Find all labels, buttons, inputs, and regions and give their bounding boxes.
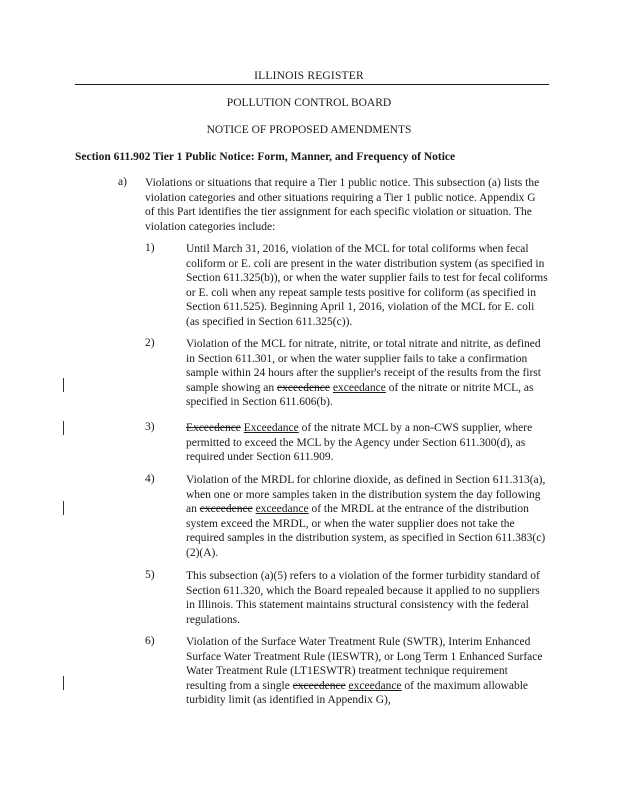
- item-6-text-before: Violation of the Surface Water Treatment Rule (SWTR), Interim Enhanced Surface Water Treatment Rule (IESWTR), or Long Term 1 Enhanced Surface Water Treatment Rule (LT1ESWTR) treatment technique requirement resulting from a single: [186, 636, 543, 692]
- change-bar: [63, 501, 64, 515]
- change-bar: [63, 378, 64, 392]
- item-3-label: 3): [145, 421, 155, 433]
- item-1-text: Until March 31, 2016, violation of the MCL for total coliforms when fecal coliform or E. coli are present in the water distribution system (as specified in Section 611.325(b)), or when the water supplier fails to test for fecal coliforms or E. coli when any repeat sample tests positive for coliform (as specified in Section 611.525). Beginning April 1, 2016, violation of the MCL for E. coli (as specified in Section 611.325(c)).: [186, 243, 548, 328]
- item-2-text: [186, 337, 548, 410]
- agency-name: POLLUTION CONTROL BOARD: [226, 97, 392, 109]
- item-2-deleted-word: exceedence: [277, 381, 331, 394]
- item-5-text: This subsection (a)(5) refers to a violation of the former turbidity standard of Section 611.320, which the Board repealed because it applied to no suppliers in Illinois. This statement maintains structural consistency with the federal regulations.: [186, 570, 540, 626]
- item-2-text-before: Violation of the MCL for nitrate, nitrite, or total nitrate and nitrite, as defined in Section 611.301, or when the water supplier fails to take a confirmation sample within 24 hours after the supplier's receipt of the results from the first sample showing an: [186, 338, 541, 394]
- item-6-deleted-word: exceedence: [292, 679, 346, 692]
- item-6-text: [186, 635, 548, 708]
- section-heading: Section 611.902 Tier 1 Public Notice: Form, Manner, and Frequency of Notice: [75, 151, 456, 163]
- change-bar: [63, 676, 64, 690]
- item-4-text: [186, 473, 548, 560]
- register-title: ILLINOIS REGISTER: [254, 70, 364, 82]
- header-rule: [75, 84, 549, 85]
- item-1-label: 1): [145, 242, 155, 254]
- item-6-text-after: of the maximum allowable turbidity limit (as identified in Appendix G),: [186, 679, 528, 706]
- item-4-deleted-word: exceedence: [199, 503, 253, 515]
- item-3-text-after: of the nitrate MCL by a non-CWS supplier, where permitted to exceed the MCL by the Agency under Section 611.300(d), as required under Section 611.909.: [186, 422, 533, 463]
- item-6-label: 6): [145, 635, 155, 647]
- notice-title: NOTICE OF PROPOSED AMENDMENTS: [206, 124, 412, 136]
- item-4-text-after: of the MRDL at the entrance of the distribution system exceed the MRDL, or when the water supplier does not take the required samples in the distribution system, as specified in Section 611.383(c)(2)(A).: [186, 503, 546, 559]
- subsection-a-text: Violations or situations that require a Tier 1 public notice. This subsection (a) lists the violation categories and other situations requiring a Tier 1 public notice. Appendix G of this Part identifies the tier assignment for each specific violation or situation. The violation categories include:: [145, 177, 540, 233]
- subsection-a-label: a): [118, 176, 127, 188]
- item-2-text-after: of the nitrate or nitrite MCL, as specified in Section 611.606(b).: [186, 381, 534, 408]
- change-bar: [63, 421, 64, 435]
- item-4-text-before: Violation of the MRDL for chlorine dioxide, as defined in Section 611.313(a), when one or more samples taken in the distribution system the day following an: [186, 474, 546, 515]
- item-2-inserted-word: exceedance: [332, 381, 386, 394]
- item-4-inserted-word: exceedance: [255, 503, 309, 515]
- item-4-label: 4): [145, 473, 155, 485]
- item-5-label: 5): [145, 569, 155, 581]
- item-3-text: [186, 421, 548, 465]
- item-3-deleted-word: Exceedence: [186, 422, 241, 434]
- item-3-inserted-word: Exceedance: [243, 422, 299, 434]
- item-6-inserted-word: exceedance: [348, 679, 402, 692]
- item-2-label: 2): [145, 337, 155, 349]
